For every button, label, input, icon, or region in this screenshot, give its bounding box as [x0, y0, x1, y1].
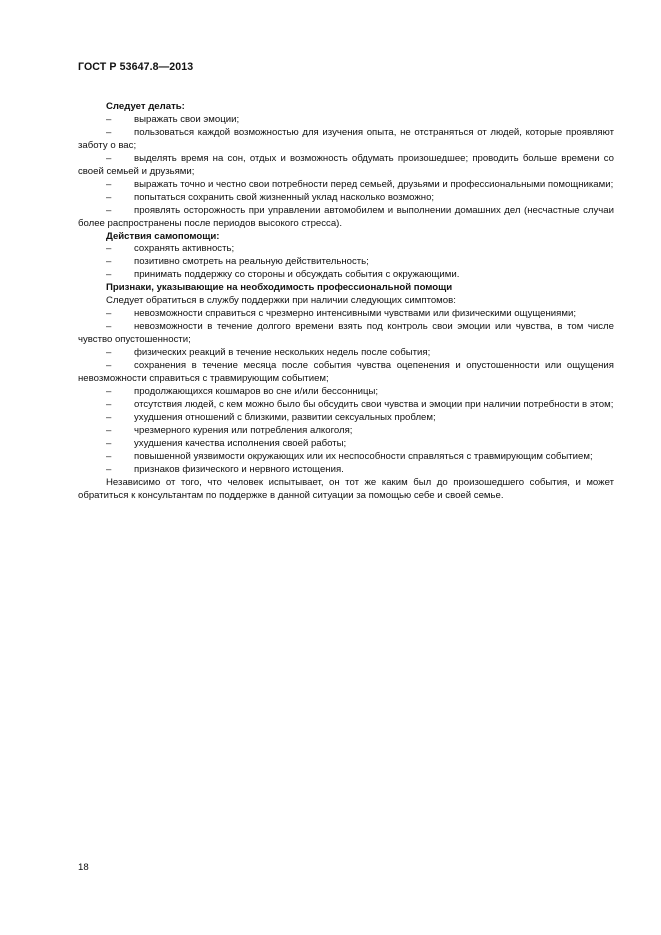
list-item: [78, 386, 614, 399]
section-heading-self-help: Действия самопомощи:: [106, 230, 220, 242]
document-body: [78, 101, 614, 503]
list-item: [78, 179, 614, 192]
dash-bullet: –: [106, 411, 112, 423]
dash-bullet: –: [106, 385, 112, 397]
list-item: [78, 399, 614, 412]
section-heading-should-do: Следует делать:: [106, 101, 185, 112]
dash-bullet: –: [106, 308, 112, 320]
list-item-text: проявлять осторожность при управлении автомобилем и выполнении домашних дел (несчастные случаи более распространены после периодов высокого стресса).: [78, 204, 614, 229]
list-item: [78, 360, 614, 386]
list-item: [78, 192, 614, 205]
list-item: [78, 425, 614, 438]
list-item-text: признаков физического и нервного истощения.: [134, 463, 344, 475]
dash-bullet: –: [106, 398, 112, 410]
list-item-text: сохранять активность;: [134, 243, 235, 255]
dash-bullet: –: [106, 178, 112, 190]
dash-bullet: –: [106, 360, 112, 372]
dash-bullet: –: [106, 347, 112, 359]
list-item-text: отсутствия людей, с кем можно было бы обсудить свои чувства и эмоции при наличии потребности в этом;: [134, 398, 614, 410]
dash-bullet: –: [106, 269, 112, 281]
list-item-text: невозможности в течение долгого времени взять под контроль свои эмоции или чувства, в том числе чувство опустошенности;: [78, 321, 614, 346]
list-item-text: физических реакций в течение нескольких недель после события;: [134, 347, 431, 359]
dash-bullet: –: [106, 463, 112, 475]
list-item: [78, 308, 614, 321]
list-item: [78, 127, 614, 153]
dash-bullet: –: [106, 321, 112, 333]
dash-bullet: –: [106, 437, 112, 449]
list-item-text: продолжающихся кошмаров во сне и/или бессонницы;: [134, 385, 379, 397]
dash-bullet: –: [106, 152, 112, 164]
page-number: 18: [78, 862, 89, 873]
list-item: [78, 321, 614, 347]
list-item-text: чрезмерного курения или потребления алкоголя;: [134, 424, 353, 436]
list-item: [78, 205, 614, 231]
section-heading-professional-help: Признаки, указывающие на необходимость профессиональной помощи: [106, 282, 453, 294]
list-item-text: ухудшения качества исполнения своей работы;: [134, 437, 347, 449]
list-item-text: ухудшения отношений с близкими, развитии сексуальных проблем;: [134, 411, 436, 423]
list-item: [78, 451, 614, 464]
list-item-text: попытаться сохранить свой жизненный уклад насколько возможно;: [134, 191, 435, 203]
list-item: [78, 412, 614, 425]
dash-bullet: –: [106, 204, 112, 216]
list-item-text: принимать поддержку со стороны и обсуждать события с окружающими.: [134, 269, 460, 281]
list-item: [78, 464, 614, 477]
list-item-text: пользоваться каждой возможностью для изучения опыта, не отстраняться от людей, которые проявляют заботу о вас;: [78, 126, 614, 151]
list-item: [78, 114, 614, 127]
dash-bullet: –: [106, 243, 112, 255]
list-item-text: выражать свои эмоции;: [134, 113, 240, 125]
dash-bullet: –: [106, 450, 112, 462]
list-item: [78, 347, 614, 360]
list-item: [78, 438, 614, 451]
list-item-text: сохранения в течение месяца после события чувства оцепенения и опустошенности или ощущения невозможности справиться с травмирующим событием;: [78, 360, 614, 385]
document-header: ГОСТ Р 53647.8—2013: [78, 61, 194, 73]
list-item: [78, 256, 614, 269]
section-intro: Следует обратиться в службу поддержки при наличии следующих симптомов:: [106, 295, 456, 307]
dash-bullet: –: [106, 126, 112, 138]
list-item: [78, 243, 614, 256]
closing-paragraph: Независимо от того, что человек испытывает, он тот же каким был до произошедшего события, и может обратиться к консультантам по поддержке в данной ситуации за помощью себе и своей семье.: [78, 476, 614, 501]
list-item-text: позитивно смотреть на реальную действительность;: [134, 256, 369, 268]
list-item-text: повышенной уязвимости окружающих или их неспособности справляться с травмирующим событием;: [134, 450, 593, 462]
dash-bullet: –: [106, 191, 112, 203]
list-item-text: невозможности справиться с чрезмерно интенсивными чувствами или физическими ощущениями;: [134, 308, 576, 320]
list-item-text: выражать точно и честно свои потребности перед семьей, друзьями и профессиональными помощниками;: [134, 178, 614, 190]
dash-bullet: –: [106, 424, 112, 436]
list-item-text: выделять время на сон, отдых и возможность обдумать произошедшее; проводить больше времени со своей семьей и друзьями;: [78, 152, 614, 177]
list-item: [78, 269, 614, 282]
list-item: [78, 153, 614, 179]
dash-bullet: –: [106, 113, 112, 125]
dash-bullet: –: [106, 256, 112, 268]
